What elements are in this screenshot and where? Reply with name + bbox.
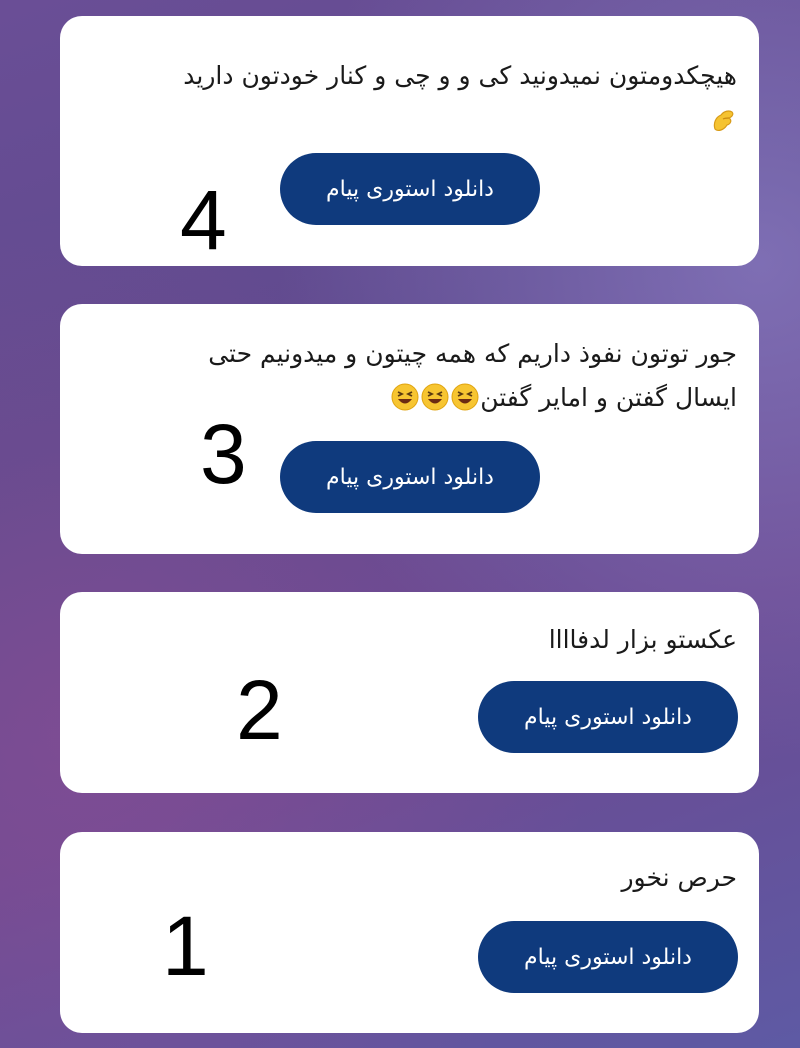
pinching-hand-icon: [709, 107, 737, 135]
message-card: [60, 832, 759, 1033]
download-story-button[interactable]: دانلود استوری پیام: [478, 681, 738, 753]
message-text: [621, 856, 737, 900]
download-story-button[interactable]: دانلود استوری پیام: [478, 921, 738, 993]
message-line: [208, 376, 737, 420]
message-text: [549, 618, 737, 662]
message-line-text: ایسال گفتن و امایر گفتن: [480, 383, 737, 412]
message-line: عکستو بزار لدفاااا: [548, 625, 737, 654]
message-text: [183, 54, 737, 142]
card-number: 1: [162, 899, 209, 993]
download-story-button[interactable]: دانلود استوری پیام: [280, 153, 540, 225]
message-line: جور توتون نفوذ داریم که همه چیتون و میدونیم حتی: [208, 339, 737, 368]
card-number: 2: [236, 663, 283, 757]
message-card: [60, 16, 759, 266]
message-card: [60, 592, 759, 793]
laughing-face-icon: [421, 383, 449, 411]
message-line: حرص نخور: [621, 863, 737, 892]
message-text: [208, 332, 737, 420]
laughing-face-icon: [391, 383, 419, 411]
download-story-button[interactable]: دانلود استوری پیام: [280, 441, 540, 513]
message-line: [183, 98, 737, 142]
message-line: هیچکدومتون نمیدونید کی و و چی و کنار خودتون دارید: [183, 61, 737, 90]
message-card: [60, 304, 759, 554]
card-number: 3: [200, 407, 247, 501]
laughing-face-icon: [451, 383, 479, 411]
card-number: 4: [180, 173, 227, 267]
